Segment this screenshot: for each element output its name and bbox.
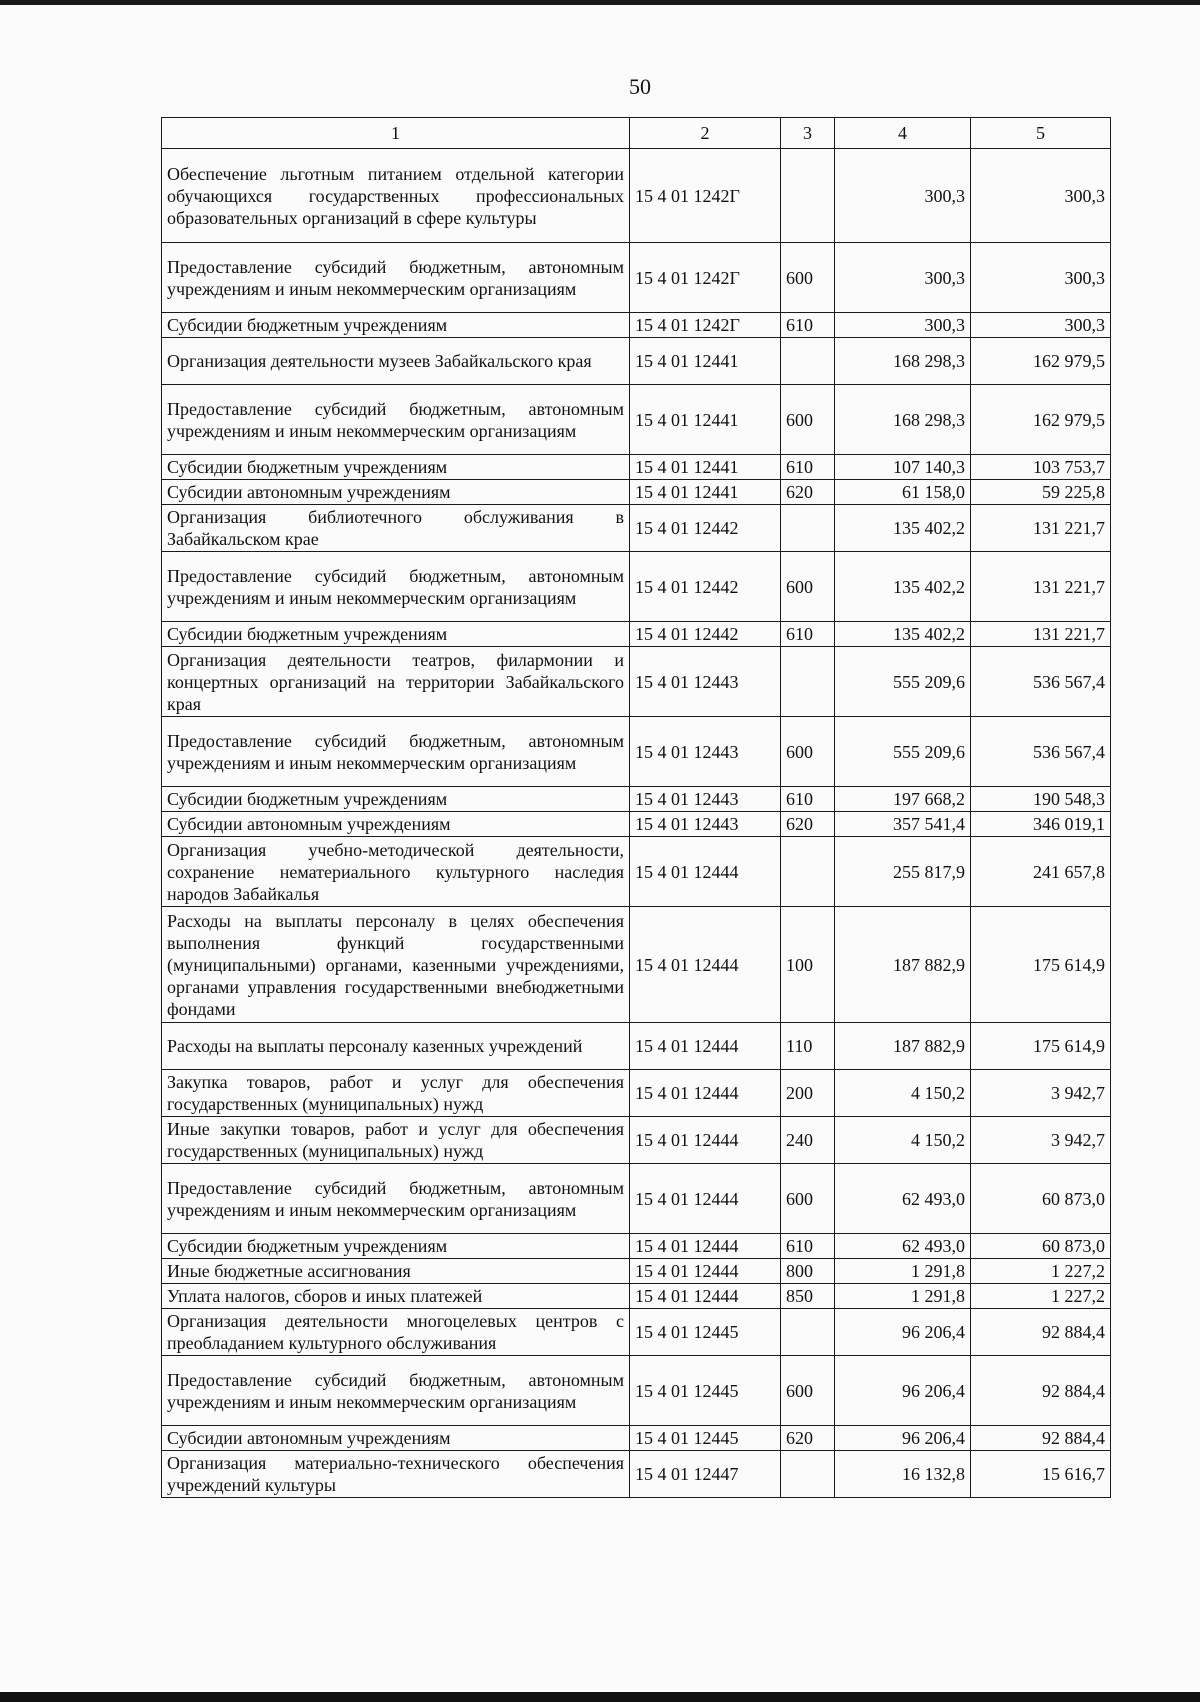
row-sum-col5: 131 221,7 [971, 552, 1111, 622]
row-name: Уплата налогов, сборов и иных платежей [162, 1284, 630, 1309]
row-code: 15 4 01 12441 [630, 455, 781, 480]
row-code: 15 4 01 12444 [630, 1259, 781, 1284]
row-expense-type [781, 837, 835, 907]
row-name: Субсидии автономным учреждениям [162, 480, 630, 505]
row-code: 15 4 01 12445 [630, 1356, 781, 1426]
row-expense-type: 610 [781, 1234, 835, 1259]
row-name: Предоставление субсидий бюджетным, автономным учреждениям и иным некоммерческим организациям [162, 552, 630, 622]
row-code: 15 4 01 12444 [630, 1284, 781, 1309]
row-code: 15 4 01 12442 [630, 505, 781, 552]
row-code: 15 4 01 1242Г [630, 149, 781, 243]
table-row [162, 787, 1111, 812]
row-sum-col5: 162 979,5 [971, 385, 1111, 455]
row-name: Субсидии автономным учреждениям [162, 812, 630, 837]
row-name: Организация деятельности многоцелевых центров с преобладанием культурного обслуживания [162, 1309, 630, 1356]
row-expense-type [781, 149, 835, 243]
row-sum-col4: 62 493,0 [835, 1234, 971, 1259]
row-name: Расходы на выплаты персоналу казенных учреждений [162, 1023, 630, 1070]
row-name: Иные бюджетные ассигнования [162, 1259, 630, 1284]
row-sum-col4: 4 150,2 [835, 1117, 971, 1164]
row-sum-col5: 162 979,5 [971, 338, 1111, 385]
top-border-rule [0, 0, 1200, 5]
row-sum-col5: 59 225,8 [971, 480, 1111, 505]
page-number: 50 [629, 74, 651, 99]
row-code: 15 4 01 12447 [630, 1451, 781, 1498]
row-expense-type: 800 [781, 1259, 835, 1284]
row-sum-col5: 3 942,7 [971, 1117, 1111, 1164]
row-code: 15 4 01 12441 [630, 385, 781, 455]
row-name: Субсидии бюджетным учреждениям [162, 787, 630, 812]
row-expense-type [781, 505, 835, 552]
row-code: 15 4 01 12444 [630, 1164, 781, 1234]
row-sum-col4: 197 668,2 [835, 787, 971, 812]
row-expense-type [781, 1309, 835, 1356]
row-code: 15 4 01 12443 [630, 717, 781, 787]
row-sum-col5: 1 227,2 [971, 1284, 1111, 1309]
row-expense-type: 110 [781, 1023, 835, 1070]
row-name: Предоставление субсидий бюджетным, автономным учреждениям и иным некоммерческим организациям [162, 1164, 630, 1234]
row-expense-type [781, 1451, 835, 1498]
bottom-border-rule [0, 1692, 1200, 1702]
row-expense-type: 610 [781, 787, 835, 812]
row-code: 15 4 01 12443 [630, 647, 781, 717]
table-row [162, 1356, 1111, 1426]
row-code: 15 4 01 12444 [630, 1023, 781, 1070]
row-sum-col5: 103 753,7 [971, 455, 1111, 480]
table-row [162, 149, 1111, 243]
table-row [162, 313, 1111, 338]
budget-table [161, 117, 1111, 1498]
row-code: 15 4 01 12442 [630, 622, 781, 647]
column-header: 4 [835, 118, 971, 149]
row-sum-col5: 536 567,4 [971, 717, 1111, 787]
row-sum-col5: 60 873,0 [971, 1234, 1111, 1259]
row-expense-type: 850 [781, 1284, 835, 1309]
row-name: Субсидии автономным учреждениям [162, 1426, 630, 1451]
table-row [162, 1070, 1111, 1117]
row-name: Субсидии бюджетным учреждениям [162, 622, 630, 647]
row-expense-type [781, 647, 835, 717]
row-code: 15 4 01 12443 [630, 812, 781, 837]
row-name: Организация деятельности театров, филармонии и концертных организаций на территории Забайкальского края [162, 647, 630, 717]
row-expense-type: 240 [781, 1117, 835, 1164]
row-sum-col5: 131 221,7 [971, 505, 1111, 552]
row-sum-col4: 300,3 [835, 313, 971, 338]
row-sum-col5: 92 884,4 [971, 1356, 1111, 1426]
row-sum-col5: 300,3 [971, 243, 1111, 313]
row-expense-type: 200 [781, 1070, 835, 1117]
row-expense-type: 600 [781, 243, 835, 313]
row-sum-col4: 187 882,9 [835, 907, 971, 1023]
row-sum-col4: 96 206,4 [835, 1426, 971, 1451]
table-row [162, 243, 1111, 313]
table-row [162, 338, 1111, 385]
table-row [162, 1284, 1111, 1309]
row-sum-col4: 300,3 [835, 149, 971, 243]
row-code: 15 4 01 12444 [630, 907, 781, 1023]
row-sum-col4: 135 402,2 [835, 622, 971, 647]
row-name: Субсидии бюджетным учреждениям [162, 1234, 630, 1259]
table-row [162, 812, 1111, 837]
row-name: Организация материально-технического обеспечения учреждений культуры [162, 1451, 630, 1498]
row-sum-col4: 1 291,8 [835, 1284, 971, 1309]
table-row [162, 505, 1111, 552]
row-name: Расходы на выплаты персоналу в целях обеспечения выполнения функций государственными (муниципальными) органами, казенными учреждениями, органами управления государственными внебюджетными фондами [162, 907, 630, 1023]
table-row [162, 1309, 1111, 1356]
row-code: 15 4 01 1242Г [630, 243, 781, 313]
row-sum-col5: 15 616,7 [971, 1451, 1111, 1498]
row-expense-type: 610 [781, 622, 835, 647]
table-header-row [162, 118, 1111, 149]
row-name: Предоставление субсидий бюджетным, автономным учреждениям и иным некоммерческим организациям [162, 717, 630, 787]
table-row [162, 455, 1111, 480]
row-sum-col4: 96 206,4 [835, 1356, 971, 1426]
row-expense-type: 620 [781, 812, 835, 837]
row-name: Обеспечение льготным питанием отдельной категории обучающихся государственных профессиональных образовательных организаций в сфере культуры [162, 149, 630, 243]
row-code: 15 4 01 12443 [630, 787, 781, 812]
row-code: 15 4 01 12445 [630, 1309, 781, 1356]
row-name: Организация библиотечного обслуживания в Забайкальском крае [162, 505, 630, 552]
row-sum-col4: 62 493,0 [835, 1164, 971, 1234]
row-sum-col4: 135 402,2 [835, 552, 971, 622]
table-row [162, 647, 1111, 717]
table-row [162, 1234, 1111, 1259]
row-sum-col5: 131 221,7 [971, 622, 1111, 647]
row-sum-col4: 135 402,2 [835, 505, 971, 552]
table-row [162, 622, 1111, 647]
row-code: 15 4 01 12442 [630, 552, 781, 622]
table-row [162, 1426, 1111, 1451]
row-sum-col5: 60 873,0 [971, 1164, 1111, 1234]
row-code: 15 4 01 12444 [630, 1117, 781, 1164]
row-name: Предоставление субсидий бюджетным, автономным учреждениям и иным некоммерческим организациям [162, 385, 630, 455]
table-row [162, 837, 1111, 907]
row-expense-type: 600 [781, 717, 835, 787]
row-sum-col4: 555 209,6 [835, 717, 971, 787]
table-row [162, 717, 1111, 787]
row-name: Субсидии бюджетным учреждениям [162, 313, 630, 338]
column-header: 5 [971, 118, 1111, 149]
row-expense-type: 610 [781, 455, 835, 480]
row-sum-col4: 96 206,4 [835, 1309, 971, 1356]
row-sum-col5: 346 019,1 [971, 812, 1111, 837]
row-sum-col4: 4 150,2 [835, 1070, 971, 1117]
row-sum-col4: 1 291,8 [835, 1259, 971, 1284]
row-sum-col5: 92 884,4 [971, 1426, 1111, 1451]
row-name: Организация деятельности музеев Забайкальского края [162, 338, 630, 385]
row-sum-col5: 92 884,4 [971, 1309, 1111, 1356]
row-code: 15 4 01 12444 [630, 837, 781, 907]
table-row [162, 552, 1111, 622]
table-row [162, 1259, 1111, 1284]
row-expense-type [781, 338, 835, 385]
row-expense-type: 100 [781, 907, 835, 1023]
row-code: 15 4 01 12444 [630, 1070, 781, 1117]
table-row [162, 480, 1111, 505]
row-expense-type: 620 [781, 1426, 835, 1451]
row-code: 15 4 01 12444 [630, 1234, 781, 1259]
row-sum-col4: 255 817,9 [835, 837, 971, 907]
row-sum-col5: 300,3 [971, 149, 1111, 243]
row-name: Субсидии бюджетным учреждениям [162, 455, 630, 480]
row-sum-col4: 168 298,3 [835, 385, 971, 455]
row-sum-col5: 1 227,2 [971, 1259, 1111, 1284]
row-name: Предоставление субсидий бюджетным, автономным учреждениям и иным некоммерческим организациям [162, 1356, 630, 1426]
row-expense-type: 600 [781, 1356, 835, 1426]
row-sum-col5: 536 567,4 [971, 647, 1111, 717]
row-sum-col4: 187 882,9 [835, 1023, 971, 1070]
row-sum-col5: 3 942,7 [971, 1070, 1111, 1117]
column-header: 3 [781, 118, 835, 149]
row-code: 15 4 01 12441 [630, 480, 781, 505]
row-name: Закупка товаров, работ и услуг для обеспечения государственных (муниципальных) нужд [162, 1070, 630, 1117]
row-sum-col5: 241 657,8 [971, 837, 1111, 907]
table-row [162, 1164, 1111, 1234]
row-sum-col4: 16 132,8 [835, 1451, 971, 1498]
row-code: 15 4 01 1242Г [630, 313, 781, 338]
row-sum-col4: 168 298,3 [835, 338, 971, 385]
column-header: 1 [162, 118, 630, 149]
row-expense-type: 600 [781, 385, 835, 455]
row-sum-col5: 190 548,3 [971, 787, 1111, 812]
row-sum-col4: 107 140,3 [835, 455, 971, 480]
row-name: Иные закупки товаров, работ и услуг для обеспечения государственных (муниципальных) нужд [162, 1117, 630, 1164]
table-row [162, 1451, 1111, 1498]
row-sum-col5: 175 614,9 [971, 1023, 1111, 1070]
row-expense-type: 620 [781, 480, 835, 505]
row-sum-col4: 357 541,4 [835, 812, 971, 837]
table-row [162, 1023, 1111, 1070]
row-sum-col5: 175 614,9 [971, 907, 1111, 1023]
table-row [162, 907, 1111, 1023]
row-sum-col5: 300,3 [971, 313, 1111, 338]
row-sum-col4: 300,3 [835, 243, 971, 313]
row-name: Организация учебно-методической деятельности, сохранение нематериального культурного наследия народов Забайкалья [162, 837, 630, 907]
row-code: 15 4 01 12445 [630, 1426, 781, 1451]
table-row [162, 1117, 1111, 1164]
table-row [162, 385, 1111, 455]
row-sum-col4: 61 158,0 [835, 480, 971, 505]
row-expense-type: 610 [781, 313, 835, 338]
row-expense-type: 600 [781, 1164, 835, 1234]
row-name: Предоставление субсидий бюджетным, автономным учреждениям и иным некоммерческим организациям [162, 243, 630, 313]
column-header: 2 [630, 118, 781, 149]
row-code: 15 4 01 12441 [630, 338, 781, 385]
row-sum-col4: 555 209,6 [835, 647, 971, 717]
row-expense-type: 600 [781, 552, 835, 622]
